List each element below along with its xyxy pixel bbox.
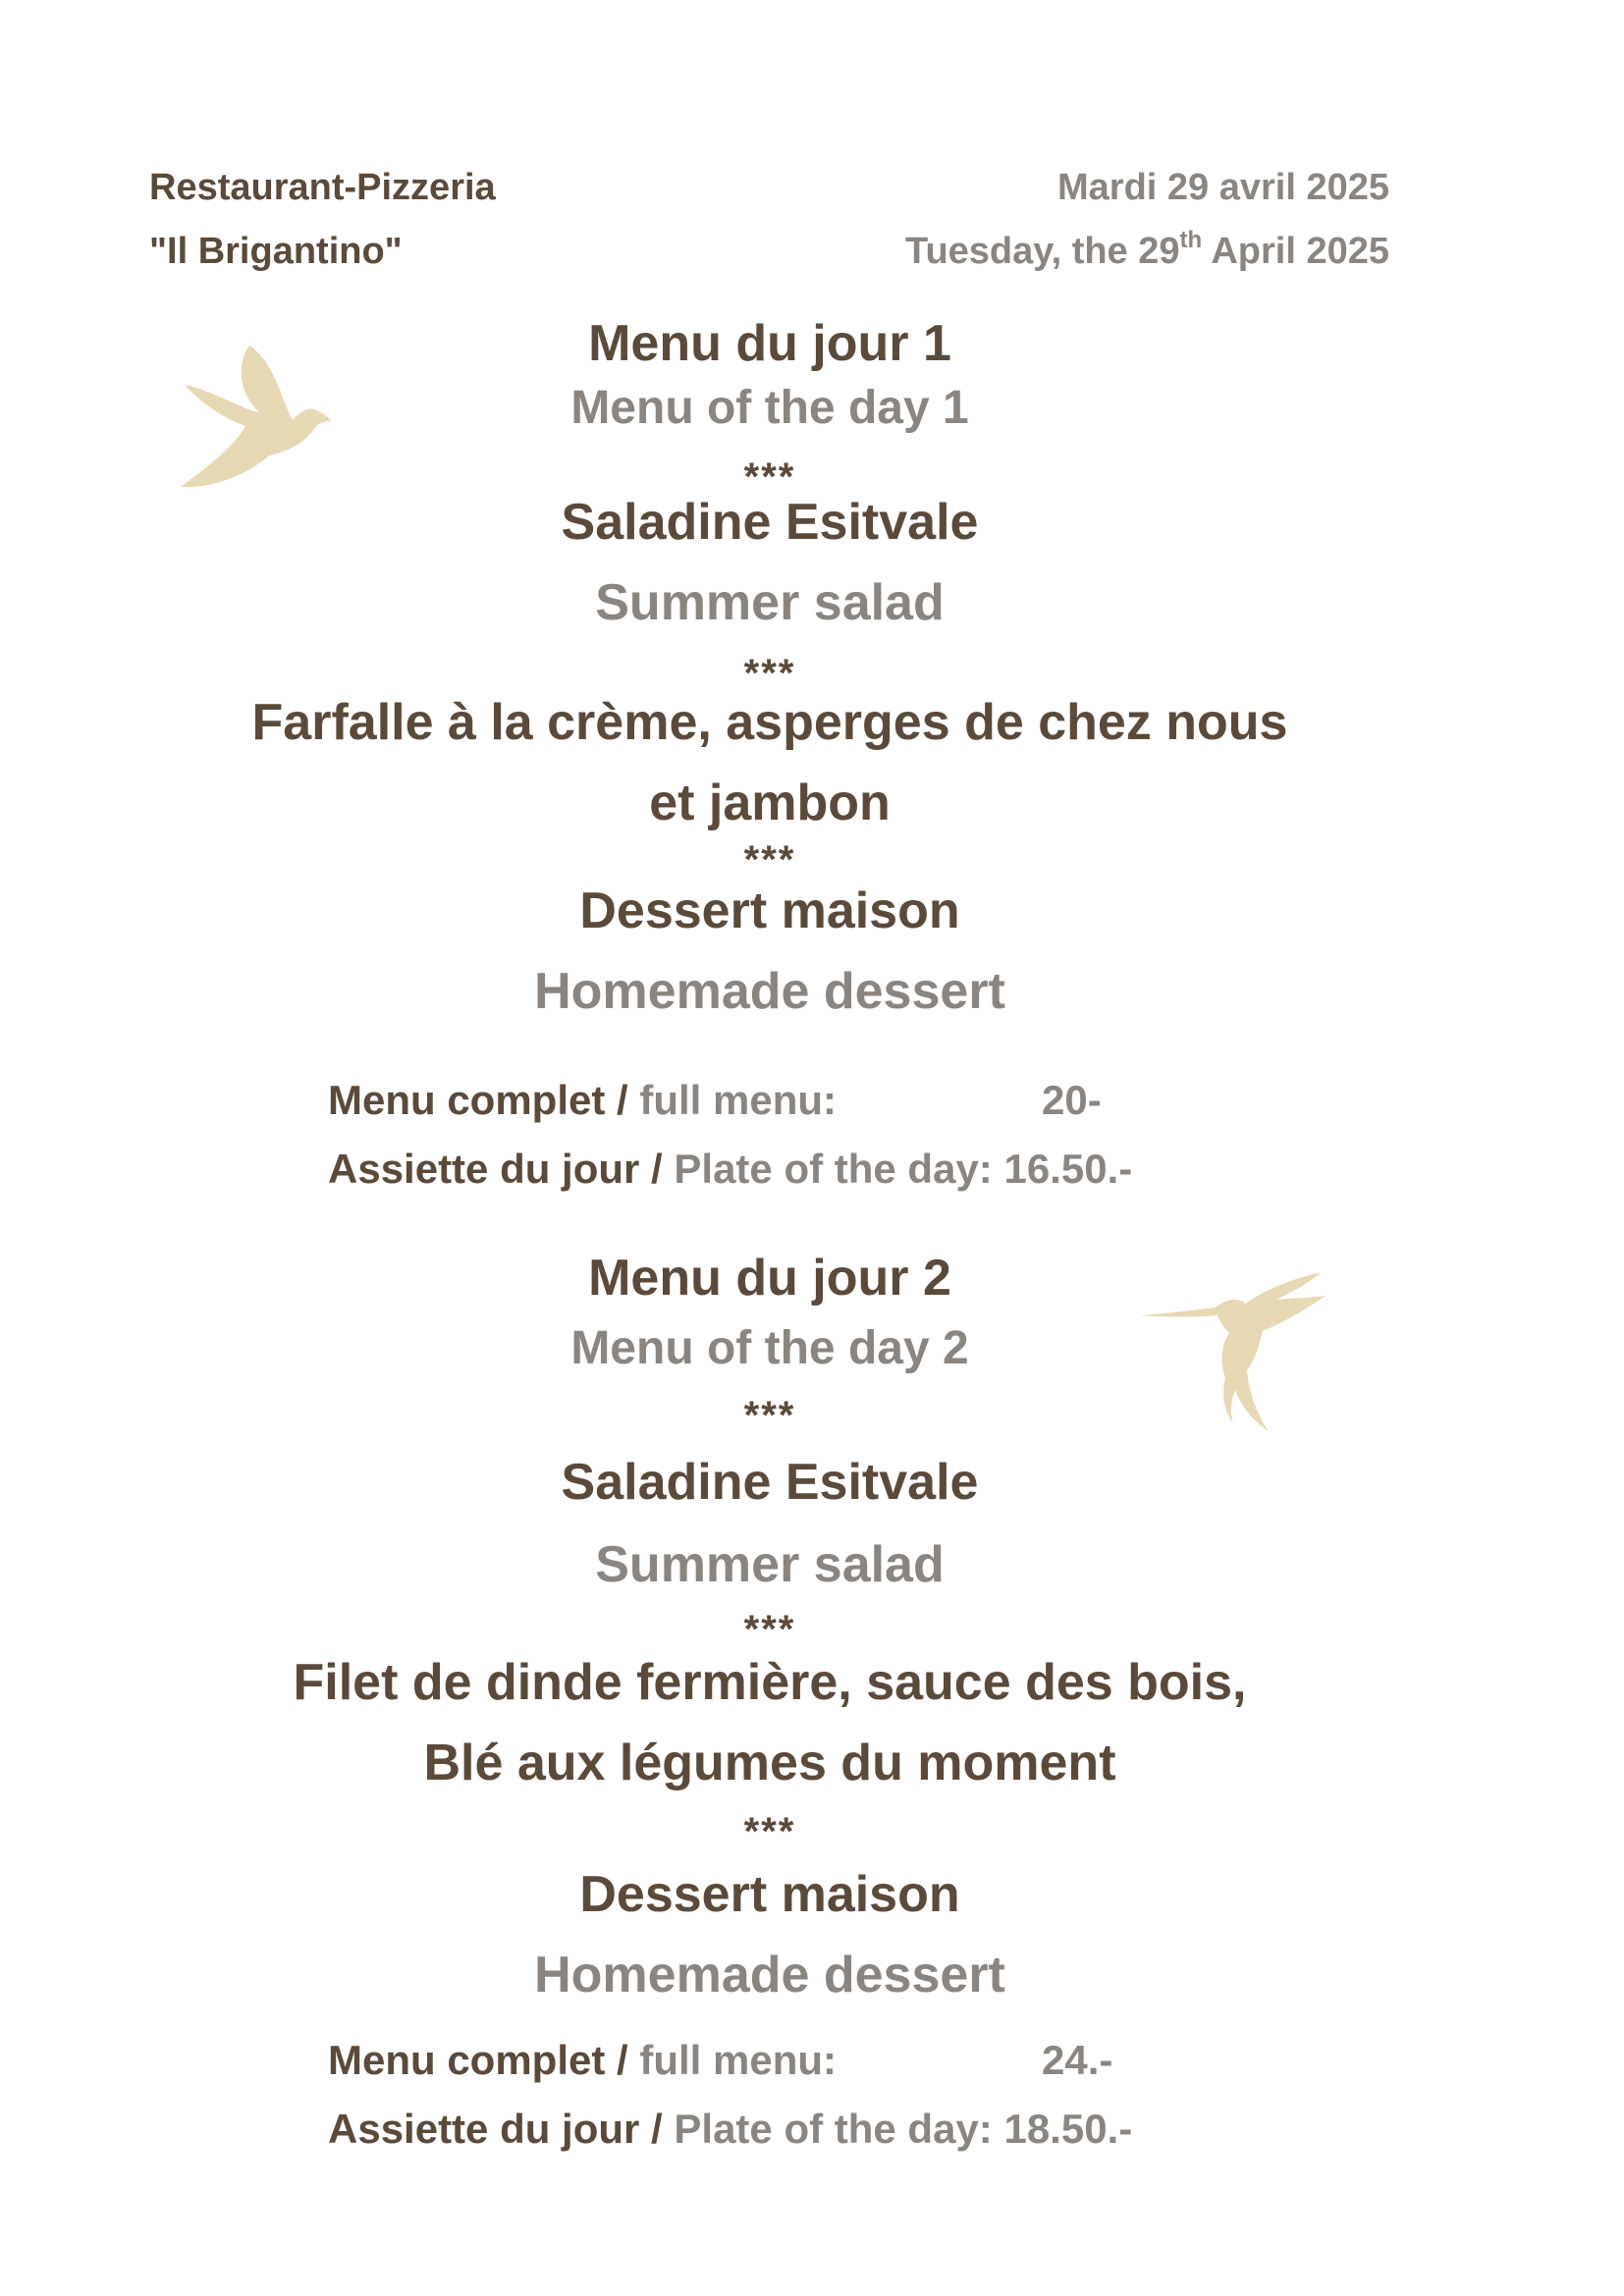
- menu2-title-en: Menu of the day 2: [570, 1322, 969, 1374]
- menu2-main-fr-line1: Filet de dinde fermière, sauce des bois,: [293, 1654, 1247, 1711]
- menu1-dessert-en: Homemade dessert: [534, 963, 1005, 1020]
- date-english: Tuesday, the 29th April 2025: [905, 227, 1389, 272]
- menu1-starter-en: Summer salad: [595, 574, 945, 631]
- menu1-main-fr-line2: et jambon: [649, 774, 891, 831]
- menu2-main-fr-line2: Blé aux légumes du moment: [423, 1735, 1116, 1791]
- menu1-full-price-row: Menu complet / full menu:: [328, 1077, 838, 1123]
- menu2-separator-2: ***: [743, 1608, 796, 1651]
- menu1-title-fr: Menu du jour 1: [588, 315, 951, 372]
- menu1-full-price: 20-: [1042, 1077, 1102, 1123]
- menu1-dessert-fr: Dessert maison: [579, 882, 960, 939]
- menu2-full-price: 24.-: [1042, 2037, 1113, 2083]
- menu2-dessert-en: Homemade dessert: [534, 1947, 1005, 2003]
- menu2-separator-1: ***: [743, 1394, 796, 1437]
- menu2-separator-3: ***: [743, 1810, 796, 1853]
- menu1-starter-fr: Saladine Esitvale: [561, 494, 979, 551]
- menu1-plate-price-row: Assiette du jour / Plate of the day: 16.50.-: [328, 1146, 1133, 1192]
- restaurant-name-line1: Restaurant-Pizzeria: [149, 167, 496, 208]
- menu1-title-en: Menu of the day 1: [570, 382, 969, 434]
- date-french: Mardi 29 avril 2025: [1057, 167, 1389, 208]
- menu1-main-fr-line1: Farfalle à la crème, asperges de chez nous: [251, 694, 1288, 751]
- menu1-separator-2: ***: [743, 652, 796, 695]
- menu2-title-fr: Menu du jour 2: [588, 1250, 951, 1307]
- restaurant-name-line2: "Il Brigantino": [149, 231, 403, 272]
- menu2-plate-price: 18.50.-: [992, 2106, 1133, 2152]
- menu2-plate-price-row: Assiette du jour / Plate of the day: 18.50.-: [328, 2106, 1133, 2152]
- menu2-starter-en: Summer salad: [595, 1536, 945, 1593]
- menu2-full-price-row: Menu complet / full menu:: [328, 2037, 838, 2083]
- menu1-separator-3: ***: [743, 838, 796, 881]
- menu2-starter-fr: Saladine Esitvale: [561, 1454, 979, 1511]
- menu2-dessert-fr: Dessert maison: [579, 1866, 960, 1923]
- menu1-plate-price: 16.50.-: [992, 1146, 1133, 1192]
- menu1-separator-1: ***: [743, 455, 796, 499]
